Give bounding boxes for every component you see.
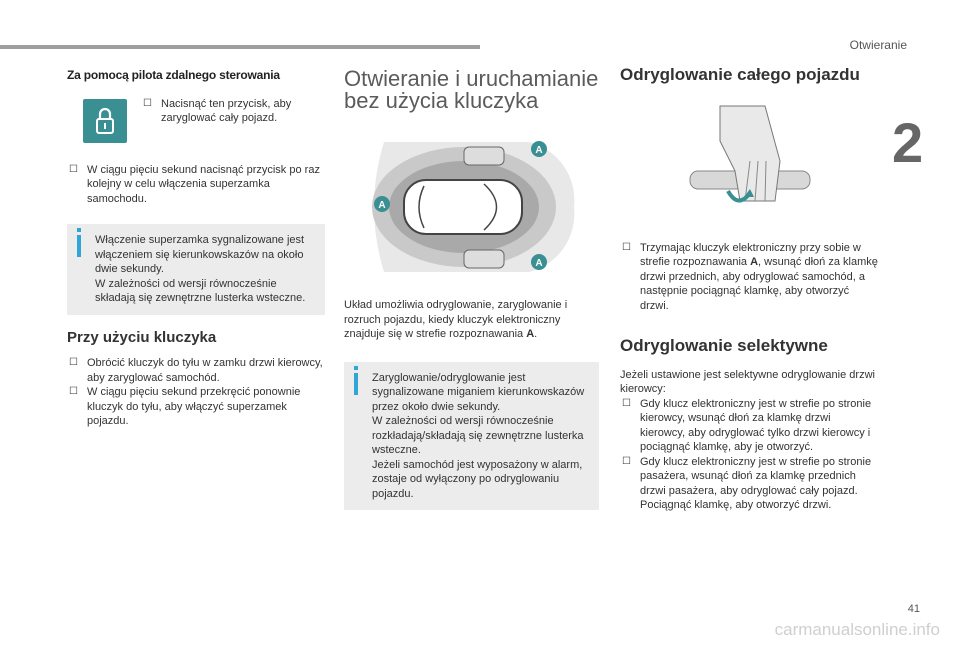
key-heading: Przy użyciu kluczyka — [67, 328, 217, 346]
info-box — [344, 362, 599, 511]
checkbox-bullet-icon: ☐ — [69, 386, 78, 397]
column-remote — [67, 68, 325, 429]
checkbox-bullet-icon: ☐ — [69, 163, 78, 175]
page-number: 41 — [907, 603, 920, 615]
info-icon — [354, 373, 358, 395]
lock-instruction — [67, 99, 325, 143]
column-unlock — [620, 65, 878, 513]
info-box — [67, 224, 325, 315]
checkbox-bullet-icon: ☐ — [622, 455, 631, 467]
keyless-heading: Otwieranie i uruchamianie bez użycia kluczyka — [344, 66, 599, 113]
watermark: carmanualsonline.info — [774, 620, 940, 639]
checkbox-bullet-icon: ☐ — [622, 241, 631, 253]
list-item: ☐ Obrócić kluczyk do tyłu w zamku drzwi kierowcy, aby zaryglować samochód. — [69, 357, 323, 384]
selective-heading: Odryglowanie selektywne — [620, 336, 828, 355]
checkbox-bullet-icon: ☐ — [69, 357, 78, 368]
chapter-number: 2 — [892, 111, 924, 174]
list-item: ☐ Gdy klucz elektroniczny jest w strefie po stronie pasażera, wsunąć dłoń za klamkę przednich drzwi pasażera, aby odryglować cały pojazd. Pociągnąć klamkę, aby otworzyć drzwi. — [622, 455, 872, 511]
lock-text: Nacisnąć ten przycisk, aby zaryglować cały pojazd. — [161, 97, 292, 124]
selective-intro: Jeżeli ustawione jest selektywne odryglowanie drzwi kierowcy: — [620, 368, 875, 395]
zone-label-a: A — [535, 258, 543, 269]
unlock-heading: Odryglowanie całego pojazdu — [620, 65, 860, 84]
remote-heading: Za pomocą pilota zdalnego sterowania — [67, 68, 280, 82]
keyless-paragraph: Układ umożliwia odryglowanie, zaryglowanie i rozruch pojazdu, kiedy kluczyk elektroniczny znajduje się w strefie rozpoznawania A. — [344, 299, 568, 340]
zone-label-a: A — [535, 145, 543, 156]
info-text: Zaryglowanie/odryglowanie jest sygnalizowane miganiem kierunkowskazów przez około dwie sekundy. W zależności od wersji równocześnie rozkładają/składają się zewnętrzne lusterka wsteczne. Jeżeli samochód jest wyposażony w alarm, zostaje od wyłączony po odryglowaniu pojazdu. — [372, 371, 585, 500]
zone-diagram — [344, 132, 604, 282]
column-keyless — [344, 68, 599, 510]
checkbox-bullet-icon: ☐ — [143, 97, 152, 109]
list-item: ☐ Gdy klucz elektroniczny jest w strefie po stronie kierowcy, wsunąć dłoń za klamkę drzwi kierowcy, aby odryglować tylko drzwi kierowcy i pociągnąć klamkę, aby je otworzyć. — [622, 397, 872, 453]
info-icon — [77, 235, 81, 257]
zone-label-a: A — [378, 200, 386, 211]
section-title: Otwieranie — [849, 38, 907, 52]
checkbox-bullet-icon: ☐ — [622, 397, 631, 409]
header-bar — [0, 45, 480, 49]
list-item: ☐ W ciągu pięciu sekund nacisnąć przycisk po raz kolejny w celu włączenia superzamka samochodu. — [69, 163, 320, 205]
info-text: Włączenie superzamka sygnalizowane jest włączeniem się kierunkowskazów na około dwie sekundy. W zależności od wersji równocześnie składają się zewnętrzne lusterka wsteczne. — [95, 234, 306, 304]
hand-on-handle-illustration — [680, 101, 820, 221]
lock-icon — [83, 99, 127, 143]
list-item: ☐ W ciągu pięciu sekund przekręcić ponownie kluczyk do tyłu, aby włączyć superzamek pojazdu. — [69, 386, 301, 427]
list-item: ☐ Trzymając kluczyk elektroniczny przy sobie w strefie rozpoznawania A, wsunąć dłoń za klamkę drzwi przednich, aby odryglować samochód, a następnie pociągnąć klamkę, aby otworzyć drzwi. — [622, 241, 878, 312]
